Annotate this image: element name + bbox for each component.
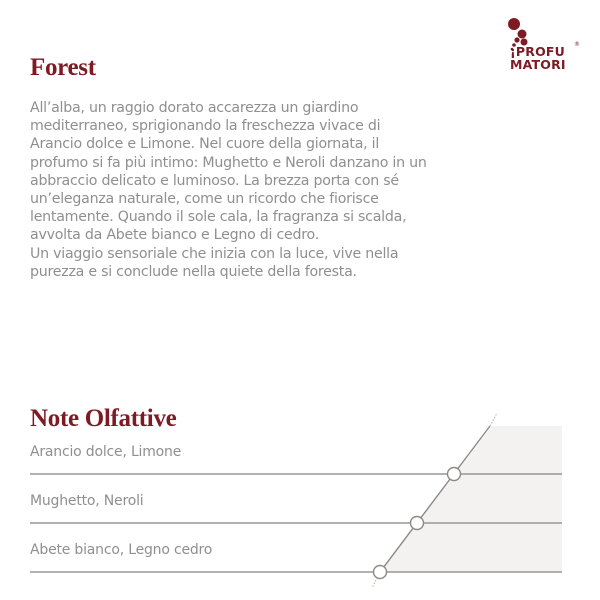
note-top-label: Arancio dolce, Limone xyxy=(30,444,182,460)
description-line: All’alba, un raggio dorato accarezza un giardino xyxy=(30,100,359,116)
description-line: Un viaggio sensoriale che inizia con la luce, vive nella xyxy=(30,245,399,262)
product-title: Forest xyxy=(30,54,96,81)
brand-line-1: ¡PROFU xyxy=(510,44,566,59)
note-marker-heart-icon xyxy=(411,517,424,530)
description-line: avvolta da Abete bianco e Legno di cedro. xyxy=(30,227,319,244)
description-line: lentamente. Quando il sole cala, la fragranza si scalda, xyxy=(30,209,407,226)
pyramid-diagonal xyxy=(380,426,490,572)
notes-title: Note Olfattive xyxy=(30,405,177,432)
diagonal-extension-bottom xyxy=(372,572,380,588)
note-marker-base-icon xyxy=(374,566,387,579)
diagonal-extension-top xyxy=(490,413,497,426)
description-line: mediterraneo, sprigionando la freschezza vivace di xyxy=(30,118,381,135)
note-heart-label: Mughetto, Neroli xyxy=(30,493,144,509)
brand-line-1-text: PROFU xyxy=(515,44,566,59)
description-line: profumo si fa più intimo: Mughetto e Neroli danzano in un xyxy=(30,154,427,171)
description-line: Arancio dolce e Limone. Nel cuore della giornata, il xyxy=(30,136,380,153)
note-marker-top-icon xyxy=(448,468,461,481)
description-line: purezza e si conclude nella quiete della foresta. xyxy=(30,263,357,280)
brand-line-2: MATORI xyxy=(510,56,566,72)
description-line: abbraccio delicato e luminoso. La brezza porta con sé xyxy=(30,172,399,189)
note-base-label: Abete bianco, Legno cedro xyxy=(30,542,213,558)
registered-mark: ® xyxy=(574,41,580,48)
pyramid-panel xyxy=(380,426,562,572)
product-description xyxy=(30,99,427,281)
brand-wordmark xyxy=(510,46,566,71)
description-line: un’eleganza naturale, come un ricordo che fiorisce xyxy=(30,191,379,208)
